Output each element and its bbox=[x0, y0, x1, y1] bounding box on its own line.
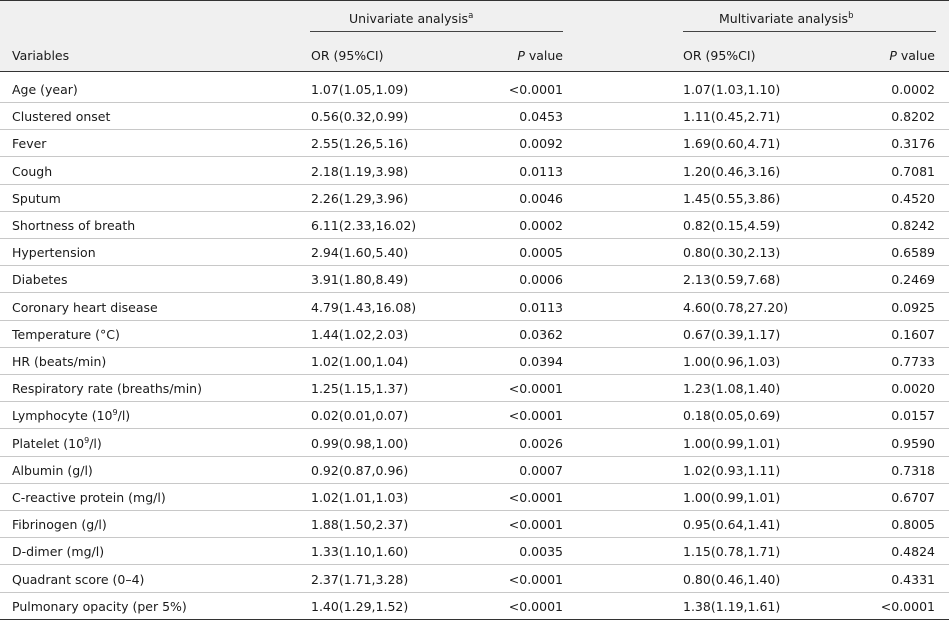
p-multivariate-cell: 0.8005 bbox=[891, 517, 935, 533]
p-multivariate-cell: <0.0001 bbox=[880, 598, 935, 614]
or-multivariate-cell: 0.82(0.15,4.59) bbox=[683, 218, 781, 233]
p-univariate-cell: 0.0002 bbox=[519, 218, 563, 233]
or-univariate-cell: 2.18(1.19,3.98) bbox=[311, 163, 409, 179]
p-multivariate-cell: 0.7318 bbox=[891, 462, 935, 478]
p-multivariate-cell: 0.0002 bbox=[891, 82, 935, 97]
or-multivariate-cell: 0.67(0.39,1.17) bbox=[683, 326, 781, 342]
variable-cell: Shortness of breath bbox=[12, 218, 136, 233]
or-univariate-cell: 1.88(1.50,2.37) bbox=[311, 517, 409, 533]
p-multivariate-cell: 0.2469 bbox=[891, 272, 935, 288]
p-univariate-cell: 0.0035 bbox=[519, 544, 563, 560]
table-row bbox=[0, 321, 949, 348]
multivariate-rule bbox=[683, 31, 936, 32]
p-univariate-cell: 0.0046 bbox=[519, 190, 563, 206]
or-multivariate-cell: 1.11(0.45,2.71) bbox=[683, 109, 781, 125]
p-multivariate-cell: 0.0925 bbox=[891, 299, 935, 315]
p-univariate-cell: <0.0001 bbox=[508, 571, 563, 587]
p-multivariate-cell: 0.0157 bbox=[891, 408, 935, 424]
variable-cell: D-dimer (mg/l) bbox=[12, 544, 105, 560]
variable-cell: Cough bbox=[12, 163, 53, 179]
table-row bbox=[0, 511, 949, 538]
or-multivariate-cell: 1.69(0.60,4.71) bbox=[683, 136, 781, 152]
multivariate-label: Multivariate analysis bbox=[719, 11, 849, 26]
table-row bbox=[0, 266, 949, 293]
p-univariate-cell: <0.0001 bbox=[508, 598, 563, 614]
or-multivariate-cell: 0.18(0.05,0.69) bbox=[683, 408, 781, 424]
table-row bbox=[0, 457, 949, 484]
or-multivariate-cell: 1.07(1.03,1.10) bbox=[683, 82, 781, 97]
or-univariate-cell: 2.26(1.29,3.96) bbox=[311, 190, 409, 206]
or-multivariate-cell: 1.45(0.55,3.86) bbox=[683, 190, 781, 206]
p-multivariate-cell: 0.6707 bbox=[891, 490, 935, 505]
table-row bbox=[0, 158, 949, 185]
or-univariate-cell: 6.11(2.33,16.02) bbox=[311, 218, 417, 233]
variable-cell: Clustered onset bbox=[12, 109, 111, 125]
univariate-footnote-mark: a bbox=[468, 10, 474, 21]
p-multivariate-cell: 0.3176 bbox=[891, 136, 935, 152]
or-multivariate-cell: 0.80(0.46,1.40) bbox=[683, 571, 781, 587]
variable-cell: Coronary heart disease bbox=[12, 299, 158, 315]
variable-cell: Quadrant score (0–4) bbox=[12, 571, 145, 587]
or-multivariate-cell: 1.02(0.93,1.11) bbox=[683, 462, 781, 478]
or-univariate-cell: 2.37(1.71,3.28) bbox=[311, 571, 409, 587]
p-univariate-cell: 0.0092 bbox=[519, 136, 563, 152]
p-univariate-cell: 0.0026 bbox=[519, 435, 563, 451]
p-multivariate-cell: 0.7081 bbox=[891, 163, 935, 179]
or-univariate-cell: 0.02(0.01,0.07) bbox=[311, 408, 409, 424]
p-multivariate-cell: 0.8242 bbox=[891, 218, 935, 233]
variable-cell: Age (year) bbox=[12, 82, 78, 97]
or-multivariate-cell: 1.00(0.96,1.03) bbox=[683, 354, 781, 369]
variable-cell: Fibrinogen (g/l) bbox=[12, 517, 107, 533]
variable-cell: Fever bbox=[12, 136, 47, 152]
variable-cell: Sputum bbox=[12, 190, 61, 206]
or-univariate-header: OR (95%CI) bbox=[311, 48, 384, 63]
univariate-label: Univariate analysis bbox=[349, 11, 469, 26]
table-row bbox=[0, 294, 949, 321]
table-row bbox=[0, 348, 949, 375]
or-univariate-cell: 1.02(1.01,1.03) bbox=[311, 490, 409, 505]
or-multivariate-cell: 0.80(0.30,2.13) bbox=[683, 245, 781, 261]
p-multivariate-cell: 0.6589 bbox=[891, 245, 935, 261]
variable-cell: Respiratory rate (breaths/min) bbox=[12, 381, 202, 397]
or-multivariate-cell: 1.15(0.78,1.71) bbox=[683, 544, 781, 560]
or-multivariate-cell: 4.60(0.78,27.20) bbox=[683, 299, 789, 315]
univariate-rule bbox=[310, 31, 563, 32]
or-univariate-cell: 0.56(0.32,0.99) bbox=[311, 109, 409, 125]
variable-cell: Pulmonary opacity (per 5%) bbox=[12, 598, 187, 614]
or-univariate-cell: 3.91(1.80,8.49) bbox=[311, 272, 409, 288]
table-row bbox=[0, 430, 949, 457]
p-univariate-cell: <0.0001 bbox=[508, 517, 563, 533]
multivariate-footnote-mark: b bbox=[848, 10, 854, 21]
variable-cell: HR (beats/min) bbox=[12, 354, 107, 369]
p-multivariate-cell: 0.9590 bbox=[891, 435, 935, 451]
p-multivariate-cell: 0.1607 bbox=[891, 326, 935, 342]
table-row bbox=[0, 375, 949, 402]
variable-cell: Platelet $(10^9/l)$ bbox=[12, 435, 102, 451]
or-multivariate-cell: 1.20(0.46,3.16) bbox=[683, 163, 781, 179]
table-row bbox=[0, 103, 949, 130]
p-univariate-cell: <0.0001 bbox=[508, 408, 563, 424]
table-row bbox=[0, 593, 949, 620]
variables-header: Variables bbox=[12, 48, 70, 63]
table-row bbox=[0, 566, 949, 593]
table-row bbox=[0, 76, 949, 103]
p-multivariate-cell: 0.0020 bbox=[891, 381, 935, 397]
p-multivariate-cell: 0.7733 bbox=[891, 354, 935, 369]
p-univariate-cell: <0.0001 bbox=[508, 82, 563, 97]
p-univariate-header: P value bbox=[517, 48, 563, 63]
or-univariate-cell: 4.79(1.43,16.08) bbox=[311, 299, 417, 315]
table-row bbox=[0, 130, 949, 157]
variable-cell: Albumin (g/l) bbox=[12, 462, 93, 478]
or-univariate-cell: 1.44(1.02,2.03) bbox=[311, 326, 409, 342]
table-row bbox=[0, 402, 949, 429]
p-univariate-cell: <0.0001 bbox=[508, 381, 563, 397]
or-univariate-cell: 0.99(0.98,1.00) bbox=[311, 435, 409, 451]
or-multivariate-cell: 1.23(1.08,1.40) bbox=[683, 381, 781, 397]
p-univariate-cell: 0.0005 bbox=[519, 245, 563, 261]
p-multivariate-cell: 0.4824 bbox=[891, 544, 935, 560]
p-multivariate-cell: 0.4520 bbox=[891, 190, 935, 206]
table-row bbox=[0, 212, 949, 239]
table-row bbox=[0, 185, 949, 212]
p-multivariate-cell: 0.4331 bbox=[891, 571, 935, 587]
p-multivariate-cell: 0.8202 bbox=[891, 109, 935, 125]
table-row bbox=[0, 538, 949, 565]
p-univariate-cell: 0.0113 bbox=[519, 299, 563, 315]
or-univariate-cell: 0.92(0.87,0.96) bbox=[311, 462, 409, 478]
variable-cell: Hypertension bbox=[12, 245, 96, 261]
p-univariate-cell: <0.0001 bbox=[508, 490, 563, 505]
p-univariate-cell: 0.0006 bbox=[519, 272, 563, 288]
or-univariate-cell: 2.94(1.60,5.40) bbox=[311, 245, 409, 261]
univariate-group-header bbox=[349, 11, 473, 26]
p-univariate-cell: 0.0362 bbox=[519, 326, 563, 342]
or-multivariate-cell: 0.95(0.64,1.41) bbox=[683, 517, 781, 533]
p-univariate-cell: 0.0113 bbox=[519, 163, 563, 179]
or-univariate-cell: 2.55(1.26,5.16) bbox=[311, 136, 409, 152]
or-multivariate-cell: 1.00(0.99,1.01) bbox=[683, 490, 781, 505]
or-multivariate-cell: 2.13(0.59,7.68) bbox=[683, 272, 781, 288]
or-multivariate-cell: 1.00(0.99,1.01) bbox=[683, 435, 781, 451]
table-row bbox=[0, 484, 949, 511]
p-univariate-cell: 0.0453 bbox=[519, 109, 563, 125]
p-multivariate-header: P value bbox=[889, 48, 935, 63]
variable-cell: C-reactive protein (mg/l) bbox=[12, 490, 166, 505]
or-univariate-cell: 1.33(1.10,1.60) bbox=[311, 544, 409, 560]
or-univariate-cell: 1.02(1.00,1.04) bbox=[311, 354, 409, 369]
variable-cell: Temperature (°C) bbox=[12, 326, 120, 342]
or-univariate-cell: 1.40(1.29,1.52) bbox=[311, 598, 409, 614]
p-univariate-cell: 0.0007 bbox=[519, 462, 563, 478]
variable-cell: Lymphocyte $(10^9/l)$ bbox=[12, 408, 131, 424]
variable-cell: Diabetes bbox=[12, 272, 68, 288]
or-univariate-cell: 1.07(1.05,1.09) bbox=[311, 82, 409, 97]
table-row bbox=[0, 239, 949, 266]
or-univariate-cell: 1.25(1.15,1.37) bbox=[311, 381, 409, 397]
or-multivariate-header: OR (95%CI) bbox=[683, 48, 756, 63]
table-header bbox=[0, 0, 949, 72]
multivariate-group-header bbox=[719, 11, 853, 26]
or-multivariate-cell: 1.38(1.19,1.61) bbox=[683, 598, 781, 614]
p-univariate-cell: 0.0394 bbox=[519, 354, 563, 369]
